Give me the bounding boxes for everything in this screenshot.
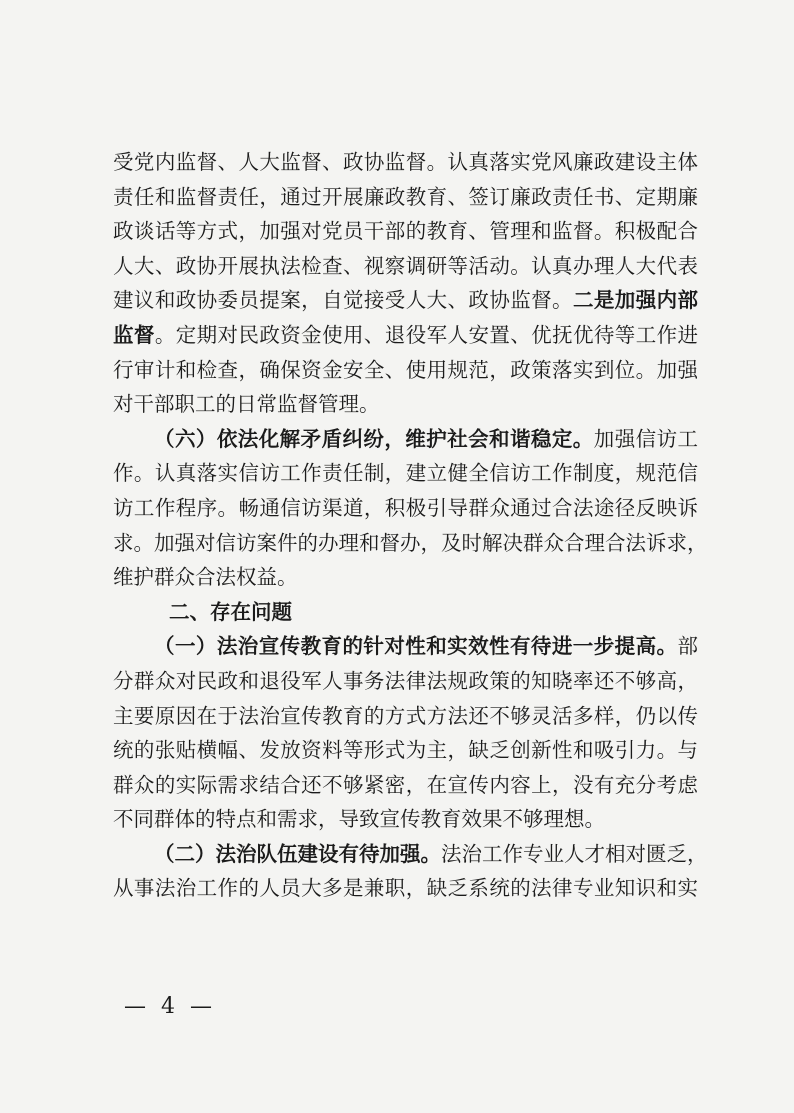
paragraph-line: [113, 353, 698, 388]
paragraph-line: [113, 491, 698, 526]
paragraph-line: [113, 664, 698, 699]
paragraph-line: [113, 560, 698, 595]
line-bold-text: 二是加强内部: [572, 288, 699, 313]
paragraph-line: [113, 526, 708, 561]
section-title-text: （一）法治宣传教育的针对性和实效性有待进一步提高。: [154, 634, 678, 659]
paragraph-line: [113, 387, 698, 422]
line-text: 行审计和检查，确保资金安全、使用规范，政策落实到位。加强: [113, 357, 698, 382]
paragraph-line: [113, 145, 698, 180]
paragraph-line: [113, 180, 698, 215]
paragraph-line: [113, 422, 698, 457]
line-text: 。定期对民政资金使用、退役军人安置、优抚优待等工作进: [154, 322, 699, 347]
line-text: 维护群众合法权益。: [113, 565, 298, 590]
paragraph-line: [113, 699, 698, 734]
line-text: 作。认真落实信访工作责任制，建立健全信访工作制度，规范信: [113, 461, 698, 486]
paragraph-line: [113, 456, 698, 491]
paragraph-line: [113, 629, 698, 664]
paragraph-line: [113, 214, 698, 249]
paragraph-line: [113, 318, 698, 353]
line-text: 从事法治工作的人员大多是兼职，缺乏系统的法律专业知识和实: [113, 876, 698, 901]
line-text: 不同群体的特点和需求，导致宣传教育效果不够理想。: [113, 807, 605, 832]
line-text: 访工作程序。畅通信访渠道，积极引导群众通过合法途径反映诉: [113, 495, 698, 520]
paragraph-line: [113, 283, 698, 318]
line-text: 责任和监督责任，通过开展廉政教育、签订廉政责任书、定期廉: [113, 184, 698, 209]
line-text: 受党内监督、人大监督、政协监督。认真落实党风廉政建设主体: [113, 150, 698, 174]
paragraph-line: [113, 733, 698, 768]
heading-text: 二、存在问题: [169, 599, 292, 624]
paragraph-line: [113, 249, 698, 284]
paragraph-line: [113, 871, 698, 906]
line-text: 分群众对民政和退役军人事务法律法规政策的知晓率还不够高，: [113, 668, 698, 693]
line-text: 对干部职工的日常监督管理。: [113, 392, 380, 417]
line-text: 建议和政协委员提案，自觉接受人大、政协监督。: [113, 288, 573, 313]
line-text: 法治工作专业人才相对匮乏，: [441, 841, 708, 866]
section-title-text: （二）法治队伍建设有待加强。: [154, 841, 441, 866]
line-text: 部: [677, 634, 698, 659]
paragraph-line: [113, 768, 698, 803]
paragraph-line: [113, 802, 698, 837]
line-text: 人大、政协开展执法检查、视察调研等活动。认真办理人大代表: [113, 253, 698, 278]
line-text: 政谈话等方式，加强对党员干部的教育、管理和监督。积极配合: [113, 219, 698, 244]
line-text: 求。加强对信访案件的办理和督办，及时解决群众合理合法诉求，: [113, 530, 708, 555]
page-number: — 4 —: [124, 994, 216, 1019]
document-body: [113, 145, 708, 906]
section-heading: [113, 595, 698, 630]
line-text: 主要原因在于法治宣传教育的方式方法还不够灵活多样，仍以传: [113, 703, 698, 728]
line-bold-text: 监督: [113, 322, 155, 347]
line-text: 加强信访工: [593, 426, 699, 451]
line-text: 群众的实际需求结合还不够紧密，在宣传内容上，没有充分考虑: [113, 772, 698, 797]
section-title-text: （六）依法化解矛盾纠纷，维护社会和谐稳定。: [154, 426, 594, 451]
line-text: 统的张贴横幅、发放资料等形式为主，缺乏创新性和吸引力。与: [113, 738, 698, 763]
paragraph-line: [113, 837, 708, 872]
